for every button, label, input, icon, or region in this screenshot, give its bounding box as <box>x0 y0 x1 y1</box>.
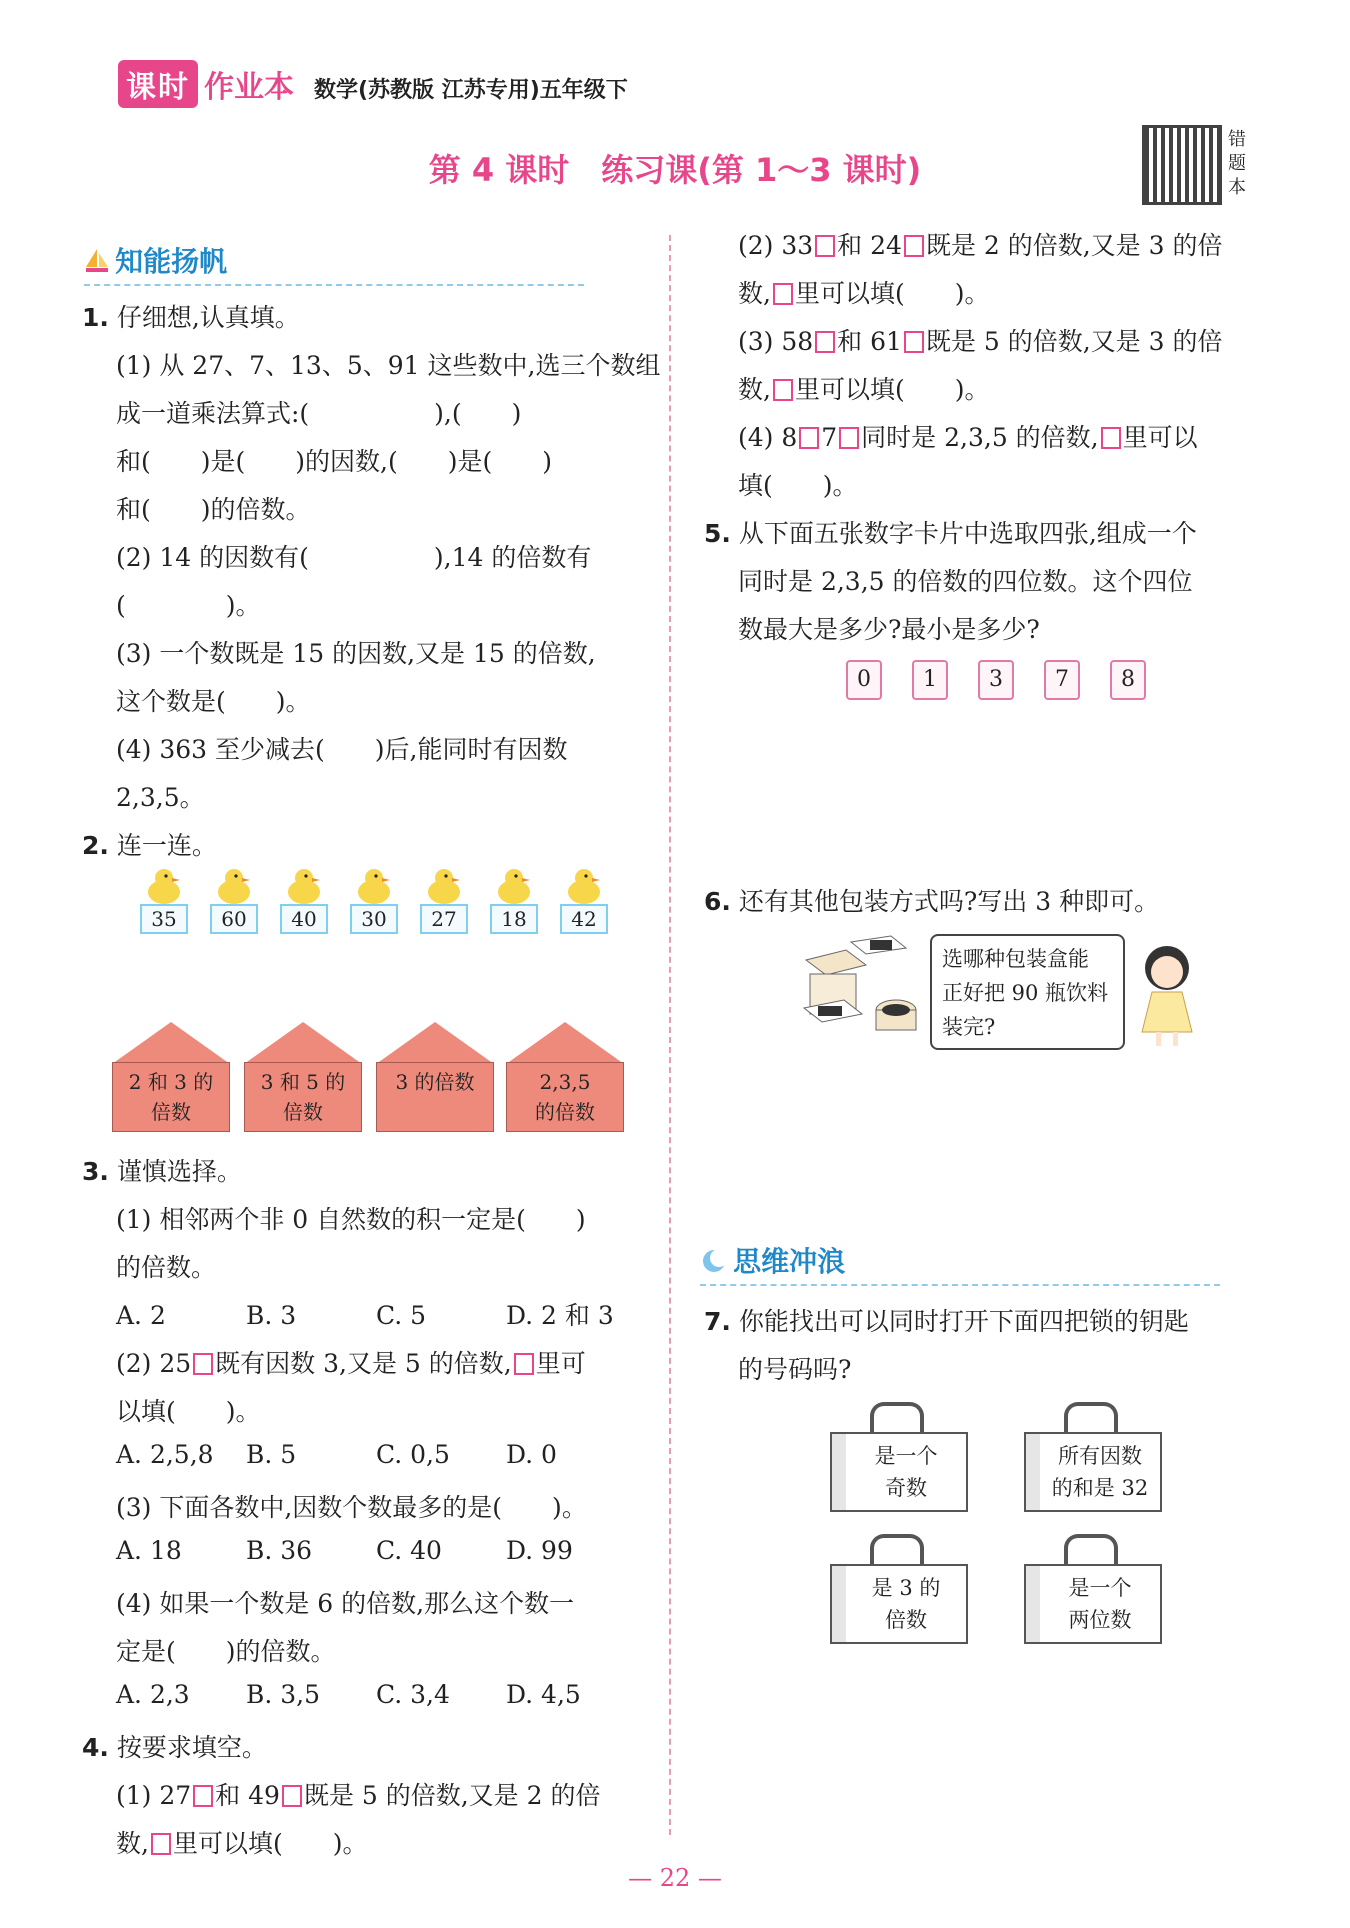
q3-p4-options <box>116 1680 581 1709</box>
blank-box[interactable] <box>193 1785 213 1807</box>
blank-box[interactable] <box>282 1785 302 1807</box>
lock-icon: 是 3 的 倍数 <box>830 1534 968 1644</box>
q4-title: 4. 按要求填空。 <box>82 1733 267 1762</box>
q3-p3-options <box>116 1536 573 1565</box>
number-tag[interactable]: 27 <box>420 904 468 934</box>
q3-p1: (1) 相邻两个非 0 自然数的积一定是( ) <box>116 1205 586 1234</box>
blank-box[interactable] <box>773 379 793 401</box>
digit-card[interactable]: 8 <box>1110 660 1146 700</box>
option[interactable]: B. 5 <box>246 1440 297 1469</box>
q4-p1: 数, 里可以填( )。 <box>116 1829 368 1858</box>
option[interactable]: D. 99 <box>506 1536 573 1565</box>
option[interactable]: B. 3 <box>246 1301 297 1330</box>
duck-icon <box>282 866 326 906</box>
option[interactable]: D. 4,5 <box>506 1680 581 1709</box>
section-title-1: 知能扬帆 <box>115 245 228 278</box>
q1-line: (3) 一个数既是 15 的因数,又是 15 的倍数, <box>116 639 596 668</box>
q4-p4: (4) 8 7 同时是 2,3,5 的倍数, 里可以 <box>738 423 1198 452</box>
digit-card[interactable]: 7 <box>1044 660 1080 700</box>
option[interactable]: B. 36 <box>246 1536 313 1565</box>
qr-code-icon[interactable] <box>1142 125 1222 205</box>
lesson-title: 第 4 课时 练习课(第 1～3 课时) <box>428 151 922 189</box>
q4-p1: (1) 27 和 49 既是 5 的倍数,又是 2 的倍 <box>116 1781 601 1810</box>
number-tag[interactable]: 60 <box>210 904 258 934</box>
blank-box[interactable] <box>193 1353 213 1375</box>
q1-title: 1. 仔细想,认真填。 <box>82 303 300 332</box>
q3-p2: 以填( )。 <box>116 1397 261 1426</box>
q4-p2: (2) 33 和 24 既是 2 的倍数,又是 3 的倍 <box>738 231 1223 260</box>
duck-icon <box>212 866 256 906</box>
digit-card[interactable]: 3 <box>978 660 1014 700</box>
number-tag[interactable]: 42 <box>560 904 608 934</box>
duck-icon <box>492 866 536 906</box>
logo: 课时 <box>118 60 198 108</box>
q3-p2-options <box>116 1440 557 1469</box>
q4-p2: 数, 里可以填( )。 <box>738 279 990 308</box>
house-target[interactable]: 2,3,5 的倍数 <box>506 1022 624 1132</box>
subject-label: 数学(苏教版 江苏专用)五年级下 <box>314 78 628 103</box>
q1-line: (2) 14 的因数有( ),14 的倍数有 <box>116 543 592 572</box>
blank-box[interactable] <box>904 331 924 353</box>
q1-line: 这个数是( )。 <box>116 687 311 716</box>
speech-bubble: 选哪种包装盒能 正好把 90 瓶饮料 装完? <box>930 934 1125 1050</box>
option[interactable]: C. 5 <box>376 1301 427 1330</box>
lock-icon: 是一个 两位数 <box>1024 1534 1162 1644</box>
digit-card[interactable]: 0 <box>846 660 882 700</box>
section-underline <box>84 284 584 286</box>
q1-line: 成一道乘法算式:( ),( ) <box>116 399 522 428</box>
blank-box[interactable] <box>799 427 819 449</box>
number-tag[interactable]: 35 <box>140 904 188 934</box>
lock-icon: 所有因数 的和是 32 <box>1024 1402 1162 1512</box>
q1-line: 和( )的倍数。 <box>116 495 311 524</box>
q4-p3: (3) 58 和 61 既是 5 的倍数,又是 3 的倍 <box>738 327 1223 356</box>
qr-label: 错题本 <box>1228 129 1246 198</box>
q3-p1-options <box>116 1296 614 1332</box>
blank-box[interactable] <box>1101 427 1121 449</box>
option[interactable]: B. 3,5 <box>246 1680 321 1709</box>
option[interactable]: C. 3,4 <box>376 1680 450 1709</box>
duck-icon <box>422 866 466 906</box>
house-target[interactable]: 2 和 3 的 倍数 <box>112 1022 230 1132</box>
q1-line: 2,3,5。 <box>116 783 205 812</box>
digit-card[interactable]: 1 <box>912 660 948 700</box>
section-header-2 <box>700 1240 1240 1286</box>
number-tag[interactable]: 30 <box>350 904 398 934</box>
header-brand <box>118 60 628 108</box>
q3-p2: (2) 25 既有因数 3,又是 5 的倍数, 里可 <box>116 1349 586 1378</box>
q3-p3: (3) 下面各数中,因数个数最多的是( )。 <box>116 1493 587 1522</box>
q1-line: (1) 从 27、7、13、5、91 这些数中,选三个数组 <box>116 351 661 380</box>
option[interactable]: C. 40 <box>376 1536 442 1565</box>
q4-p4: 填( )。 <box>738 471 858 500</box>
blank-box[interactable] <box>904 235 924 257</box>
duck-icon <box>562 866 606 906</box>
lock-icon: 是一个 奇数 <box>830 1402 968 1512</box>
house-target[interactable]: 3 的倍数 <box>376 1022 494 1132</box>
q7-line: 的号码吗? <box>738 1355 852 1384</box>
q3-title: 3. 谨慎选择。 <box>82 1157 242 1186</box>
book-name: 作业本 <box>204 70 294 105</box>
sailboat-icon <box>84 247 110 275</box>
blank-box[interactable] <box>839 427 859 449</box>
q5-line: 5. 从下面五张数字卡片中选取四张,组成一个 <box>704 519 1197 548</box>
blank-box[interactable] <box>514 1353 534 1375</box>
option[interactable]: A. 2 <box>116 1301 166 1330</box>
blank-box[interactable] <box>815 235 835 257</box>
q2-title: 2. 连一连。 <box>82 831 217 860</box>
page-number: — 22 — <box>628 1864 722 1892</box>
q5-line: 数最大是多少?最小是多少? <box>738 615 1040 644</box>
q6-title: 6. 还有其他包装方式吗?写出 3 种即可。 <box>704 887 1160 916</box>
option[interactable]: A. 2,3 <box>116 1680 190 1709</box>
column-divider <box>669 235 671 1835</box>
blank-box[interactable] <box>773 283 793 305</box>
q3-p1: 的倍数。 <box>116 1253 217 1282</box>
q5-line: 同时是 2,3,5 的倍数的四位数。这个四位 <box>738 567 1193 596</box>
option[interactable]: A. 2,5,8 <box>116 1440 214 1469</box>
q3-p4: 定是( )的倍数。 <box>116 1637 336 1666</box>
q1-line: ( )。 <box>116 591 261 620</box>
number-tag[interactable]: 18 <box>490 904 538 934</box>
blank-box[interactable] <box>151 1833 171 1855</box>
section-title-2: 思维冲浪 <box>733 1245 846 1278</box>
blank-box[interactable] <box>815 331 835 353</box>
girl-icon <box>1132 940 1202 1050</box>
option[interactable]: D. 0 <box>506 1440 557 1469</box>
package-boxes-icon <box>796 930 926 1050</box>
option[interactable]: A. 18 <box>116 1536 182 1565</box>
duck-icon <box>352 866 396 906</box>
q7-line: 7. 你能找出可以同时打开下面四把锁的钥匙 <box>704 1307 1189 1336</box>
q1-line: 和( )是( )的因数,( )是( ) <box>116 447 552 476</box>
option[interactable]: C. 0,5 <box>376 1440 450 1469</box>
option[interactable]: D. 2 和 3 <box>506 1301 614 1330</box>
section-header-1 <box>84 240 629 286</box>
number-tag[interactable]: 40 <box>280 904 328 934</box>
house-target[interactable]: 3 和 5 的 倍数 <box>244 1022 362 1132</box>
duck-icon <box>142 866 186 906</box>
section-underline <box>700 1284 1220 1286</box>
q4-p3: 数, 里可以填( )。 <box>738 375 990 404</box>
q1-line: (4) 363 至少减去( )后,能同时有因数 <box>116 735 568 764</box>
moon-icon <box>700 1247 728 1275</box>
q3-p4: (4) 如果一个数是 6 的倍数,那么这个数一 <box>116 1589 575 1618</box>
